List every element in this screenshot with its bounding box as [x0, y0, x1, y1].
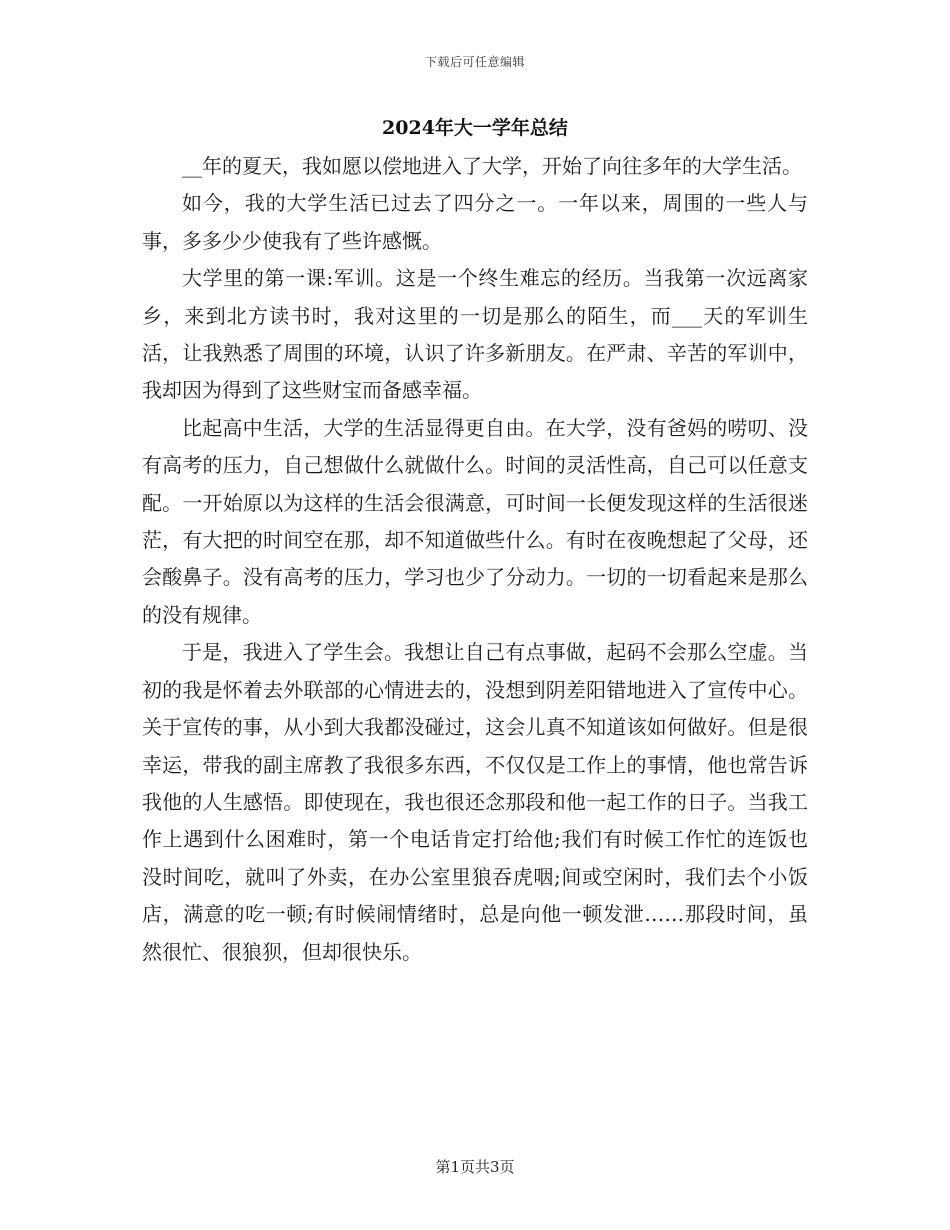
document-body	[142, 148, 808, 971]
paragraph-1: __年的夏天，我如愿以偿地进入了大学，开始了向往多年的大学生活。	[182, 154, 802, 178]
paragraph-3: 大学里的第一课:军训。这是一个终生难忘的经历。当我第一次远离家乡，来到北方读书时，我对这里的一切是那么的陌生，而___天的军训生活，让我熟悉了周围的环境，认识了许多新朋友。在严肃、辛苦的军训中，我却因为得到了这些财宝而备感幸福。	[142, 266, 808, 403]
page-header-note: 下载后可任意编辑	[424, 55, 525, 69]
paragraph-5: 于是，我进入了学生会。我想让自己有点事做，起码不会那么空虚。当初的我是怀着去外联部的心情进去的，没想到阴差阳错地进入了宣传中心。关于宣传的事，从小到大我都没碰过，这会儿真不知道该如何做好。但是很幸运，带我的副主席教了我很多东西，不仅仅是工作上的事情，他也常告诉我他的人生感悟。即使现在，我也很还念那段和他一起工作的日子。当我工作上遇到什么困难时，第一个电话肯定打给他;我们有时候工作忙的连饭也没时间吃，就叫了外卖，在办公室里狼吞虎咽;间或空闲时，我们去个小饭店，满意的吃一顿;有时候闹情绪时，总是向他一顿发泄……那段时间，虽然很忙、很狼狈，但却很快乐。	[142, 640, 808, 964]
page-number: 第1页共3页	[435, 1158, 515, 1176]
paragraph-2: 如今，我的大学生活已过去了四分之一。一年以来，周围的一些人与事，多多少少使我有了些许感慨。	[142, 191, 808, 253]
document-title: 2024年大一学年总结	[382, 117, 568, 139]
paragraph-4: 比起高中生活，大学的生活显得更自由。在大学，没有爸妈的唠叨、没有高考的压力，自己想做什么就做什么。时间的灵活性高，自己可以任意支配。一开始原以为这样的生活会很满意，可时间一长便发现这样的生活很迷茫，有大把的时间空在那，却不知道做些什么。有时在夜晚想起了父母，还会酸鼻子。没有高考的压力，学习也少了分动力。一切的一切看起来是那么的没有规律。	[142, 415, 808, 627]
